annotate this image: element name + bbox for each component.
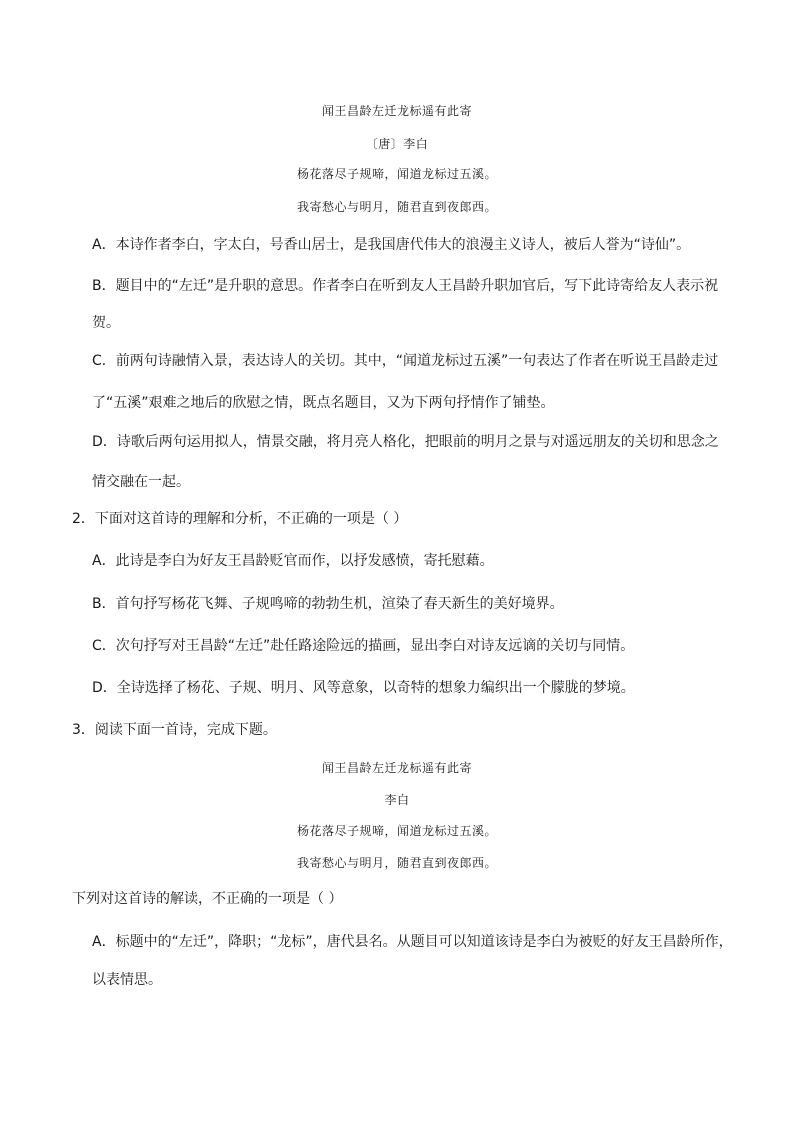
option-d: D．诗歌后两句运用拟人，情景交融，将月亮人格化，把眼前的明月之景与对遥远朋友的关切和思念之 (92, 434, 719, 450)
option-c-cont: 了“五溪”艰难之地后的欣慰之情，既点名题目，又为下两句抒情作了铺垫。 (92, 395, 555, 411)
option-c: C．次句抒写对王昌龄“左迁”赴任路途险远的描画，显出李白对诗友远谪的关切与同情。 (92, 638, 635, 654)
poem-line: 杨花落尽子规啼，闻道龙标过五溪。 (296, 167, 497, 181)
option-b-cont: 贺。 (92, 315, 120, 331)
option-a: A．本诗作者李白，字太白，号香山居士，是我国唐代伟大的浪漫主义诗人，被后人誉为“诗仙”。 (92, 237, 691, 253)
poem-title: 闻王昌龄左迁龙标遥有此寄 (321, 761, 472, 775)
option-d: D．全诗选择了杨花、子规、明月、风等意象，以奇特的想象力编织出一个朦胧的梦境。 (92, 680, 635, 696)
poem-author: 〔唐〕李白 (365, 137, 429, 151)
option-d-cont: 情交融在一起。 (92, 474, 190, 490)
question-text: 下列对这首诗的解读，不正确的一项是（ ） (72, 891, 343, 907)
question-stem: 2．下面对这首诗的理解和分析，不正确的一项是（ ） (72, 511, 408, 527)
option-a: A．此诗是李白为好友王昌龄贬官而作，以抒发感愤，寄托慰藉。 (92, 553, 494, 569)
poem-title: 闻王昌龄左迁龙标遥有此寄 (321, 104, 472, 118)
option-a: A．标题中的“左迁”，降职；“龙标”，唐代县名。从题目可以知道该诗是李白为被贬的好友王昌龄所作， (92, 934, 733, 950)
poem-line: 杨花落尽子规啼，闻道龙标过五溪。 (296, 824, 497, 838)
option-b: B．题目中的“左迁”是升职的意思。作者李白在听到友人王昌龄升职加官后，写下此诗寄给友人表示祝 (92, 278, 719, 294)
option-b: B．首句抒写杨花飞舞、子规鸣啼的勃勃生机，渲染了春天新生的美好境界。 (92, 596, 564, 612)
poem-line: 我寄愁心与明月，随君直到夜郎西。 (296, 856, 497, 870)
poem-line: 我寄愁心与明月，随君直到夜郎西。 (296, 200, 497, 214)
question-stem: 3．阅读下面一首诗，完成下题。 (72, 722, 277, 738)
option-c: C．前两句诗融情入景，表达诗人的关切。其中，“闻道龙标过五溪”一句表达了作者在听说王昌龄走过 (92, 353, 719, 369)
poem-author: 李白 (384, 793, 410, 807)
option-a-cont: 以表情思。 (92, 972, 162, 988)
